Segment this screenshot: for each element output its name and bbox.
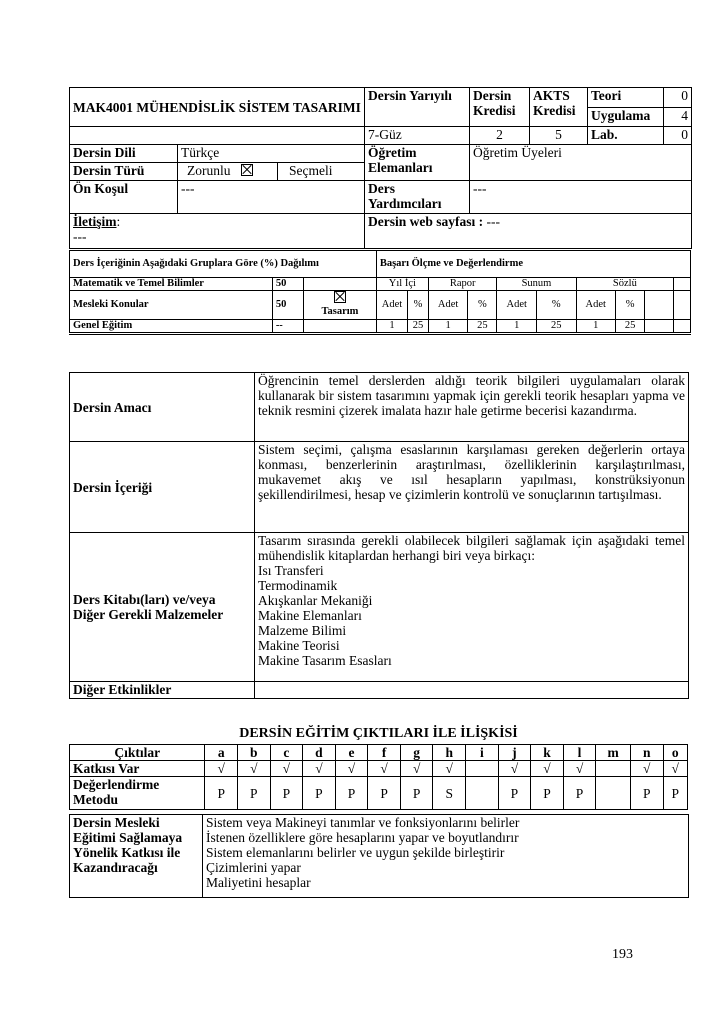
contribution-mark: √ <box>663 761 687 777</box>
contribution-mark <box>466 761 499 777</box>
books-label: Ders Kitabı(ları) ve/veya Diğer Gerekli Malzemeler <box>70 533 255 682</box>
language-value: Türkçe <box>178 145 365 163</box>
method-value: P <box>563 777 596 810</box>
outcomes-row-label: Çıktılar <box>70 745 205 761</box>
outcome-letter: e <box>335 745 368 761</box>
contribution-mark: √ <box>531 761 564 777</box>
pct-label: % <box>408 291 429 320</box>
professional-item: İstenen özelliklere göre hesaplarını yapar ve boyutlandırır <box>206 830 519 845</box>
credit-label: Dersin Kredisi <box>470 88 530 127</box>
outcome-letter: l <box>563 745 596 761</box>
method-value <box>596 777 631 810</box>
book-item: Isı Transferi <box>258 563 324 578</box>
type-elective-label: Seçmeli <box>289 163 333 178</box>
semester-value: 7-Güz <box>365 127 470 145</box>
method-value: P <box>400 777 433 810</box>
professional-table <box>69 814 689 898</box>
count-label: Adet <box>576 291 616 320</box>
prereq-label: Ön Koşul <box>70 181 178 214</box>
books-cell <box>255 533 689 682</box>
design-label: Tasarım <box>321 306 359 317</box>
group-name-professional: Mesleki Konular <box>70 291 273 320</box>
method-value: P <box>335 777 368 810</box>
professional-item: Sistem veya Makineyi tanımlar ve fonksiyonlarını belirler <box>206 815 520 830</box>
aim-text: Öğrencinin temel derslerden aldığı teorik bilgileri uygulamaları olarak kullanarak bir sistem tasarımını yapmak için gerekli teorik hesapları yapma ve teknik resmini çizerek imalata hazır hale getirme becerisi kazandırma. <box>255 373 689 442</box>
count-label: Adet <box>428 291 468 320</box>
book-item: Malzeme Bilimi <box>258 623 347 638</box>
assessment-cat-presentation: Sunum <box>497 278 576 291</box>
assessment-header: Başarı Ölçme ve Değerlendirme <box>376 251 690 278</box>
hours-theory-value: 0 <box>664 88 692 108</box>
instructors-value: Öğretim Üyeleri <box>470 145 692 181</box>
checked-box-icon <box>241 164 253 176</box>
contribution-mark: √ <box>270 761 303 777</box>
midterm-count: 1 <box>376 320 407 334</box>
method-value: P <box>630 777 663 810</box>
outcome-letter: j <box>498 745 531 761</box>
course-title: MAK4001 MÜHENDİSLİK SİSTEM TASARIMI <box>70 88 365 127</box>
course-info-table <box>69 87 692 249</box>
website-cell <box>365 214 692 249</box>
books-intro: Tasarım sırasında gerekli olabilecek bilgileri sağlamak için aşağıdaki temel mühendislik kitaplardan herhangi biri veya birkaçı: <box>258 533 685 563</box>
outcome-letter: c <box>270 745 303 761</box>
hours-theory-label: Teori <box>588 88 664 108</box>
content-label: Dersin İçeriği <box>70 442 255 533</box>
midterm-pct: 25 <box>408 320 429 334</box>
ects-value: 5 <box>530 127 588 145</box>
outcome-letter: i <box>466 745 499 761</box>
design-cell <box>304 291 377 320</box>
hours-practice-label: Uygulama <box>588 107 664 127</box>
aim-label: Dersin Amacı <box>70 373 255 442</box>
book-item: Makine Elemanları <box>258 608 362 623</box>
type-label: Dersin Türü <box>70 163 178 181</box>
hours-lab-value: 0 <box>664 127 692 145</box>
method-row-label: Değerlendirme Metodu <box>70 777 205 810</box>
method-value: P <box>237 777 270 810</box>
professional-item: Maliyetini hesaplar <box>206 875 311 890</box>
content-groups-header: Ders İçeriğinin Aşağıdaki Gruplara Göre (%) Dağılımı <box>70 251 377 278</box>
outcome-letter: g <box>400 745 433 761</box>
contribution-mark: √ <box>303 761 336 777</box>
contribution-mark: √ <box>498 761 531 777</box>
assistants-label: Ders Yardımcıları <box>365 181 470 214</box>
website-value: --- <box>486 214 501 229</box>
contribution-mark: √ <box>237 761 270 777</box>
presentation-count: 1 <box>497 320 537 334</box>
oral-pct: 25 <box>616 320 645 334</box>
course-details-table <box>69 372 689 699</box>
contribution-mark: √ <box>335 761 368 777</box>
method-value: P <box>531 777 564 810</box>
outcome-letter: o <box>663 745 687 761</box>
group-name-general: Genel Eğitim <box>70 320 273 334</box>
professional-item: Sistem elemanlarını belirler ve uygun şekilde birleştirir <box>206 845 505 860</box>
contact-cell: İletişim: --- <box>70 214 365 249</box>
group-value-math: 50 <box>272 278 303 291</box>
outcome-letter: b <box>237 745 270 761</box>
book-item: Makine Tasarım Esasları <box>258 653 392 668</box>
outcome-letter: d <box>303 745 336 761</box>
assessment-cat-oral: Sözlü <box>576 278 674 291</box>
type-required-label: Zorunlu <box>187 163 231 178</box>
professional-label: Dersin Mesleki Eğitimi Sağlamaya Yönelik Katkısı ile Kazandıracağı <box>70 815 203 898</box>
assessment-table <box>69 250 691 335</box>
book-item: Akışkanlar Mekaniği <box>258 593 373 608</box>
hours-practice-value: 4 <box>664 107 692 127</box>
contact-value: --- <box>73 229 87 244</box>
ects-label: AKTS Kredisi <box>530 88 588 127</box>
credit-value: 2 <box>470 127 530 145</box>
book-item: Makine Teorisi <box>258 638 340 653</box>
website-label: Dersin web sayfası : <box>368 214 484 229</box>
count-label: Adet <box>376 291 407 320</box>
page-number: 193 <box>612 947 633 962</box>
contribution-mark: √ <box>400 761 433 777</box>
language-label: Dersin Dili <box>70 145 178 163</box>
contact-label: İletişim <box>73 214 117 229</box>
method-value: S <box>433 777 466 810</box>
outcome-letter: m <box>596 745 631 761</box>
book-item: Termodinamik <box>258 578 338 593</box>
assessment-cat-report: Rapor <box>428 278 497 291</box>
presentation-pct: 25 <box>536 320 576 334</box>
method-value <box>466 777 499 810</box>
count-label: Adet <box>497 291 537 320</box>
type-required <box>178 163 278 181</box>
instructors-label: Öğretim Elemanları <box>365 145 470 181</box>
pct-label: % <box>536 291 576 320</box>
pct-label: % <box>616 291 645 320</box>
outcomes-title: DERSİN EĞİTİM ÇIKTILARI İLE İLİŞKİSİ <box>239 726 518 741</box>
report-count: 1 <box>428 320 468 334</box>
outcome-letter: h <box>433 745 466 761</box>
contribution-row-label: Katkısı Var <box>70 761 205 777</box>
content-text: Sistem seçimi, çalışma esaslarının karşılaması gereken değerlerin ortaya konması, benzerlerinin araştırılması, özelliklerinin karşılaştırılması, mukavemet akış ve ısıl hesapların yapılması, konstrüksiyonun şekillendirilmesi, hesap ve çizimlerin kontrolü ve sonuçlarının tartışılması. <box>255 442 689 533</box>
professional-item: Çizimlerini yapar <box>206 860 301 875</box>
contribution-mark: √ <box>368 761 401 777</box>
assessment-cat-midterm: Yıl İçi <box>376 278 428 291</box>
method-value: P <box>303 777 336 810</box>
assistants-value: --- <box>470 181 692 214</box>
other-activities-value <box>255 682 689 699</box>
outcome-letter: k <box>531 745 564 761</box>
prereq-value: --- <box>178 181 365 214</box>
method-value: P <box>270 777 303 810</box>
contribution-mark <box>596 761 631 777</box>
outcome-letter: n <box>630 745 663 761</box>
checked-box-icon <box>334 291 346 303</box>
semester-label: Dersin Yarıyılı <box>365 88 470 127</box>
report-pct: 25 <box>468 320 497 334</box>
contribution-mark: √ <box>630 761 663 777</box>
method-value: P <box>498 777 531 810</box>
method-value: P <box>663 777 687 810</box>
group-value-general: -- <box>272 320 303 334</box>
method-value: P <box>368 777 401 810</box>
hours-lab-label: Lab. <box>588 127 664 145</box>
method-value: P <box>205 777 238 810</box>
professional-items <box>203 815 689 898</box>
outcome-letter: a <box>205 745 238 761</box>
group-name-math: Matematik ve Temel Bilimler <box>70 278 273 291</box>
type-elective <box>278 163 365 181</box>
contribution-mark: √ <box>563 761 596 777</box>
contribution-mark: √ <box>205 761 238 777</box>
outcomes-table <box>69 744 688 810</box>
other-activities-label: Diğer Etkinlikler <box>70 682 255 699</box>
oral-count: 1 <box>576 320 616 334</box>
contribution-mark: √ <box>433 761 466 777</box>
outcome-letter: f <box>368 745 401 761</box>
group-value-professional: 50 <box>272 291 303 320</box>
pct-label: % <box>468 291 497 320</box>
